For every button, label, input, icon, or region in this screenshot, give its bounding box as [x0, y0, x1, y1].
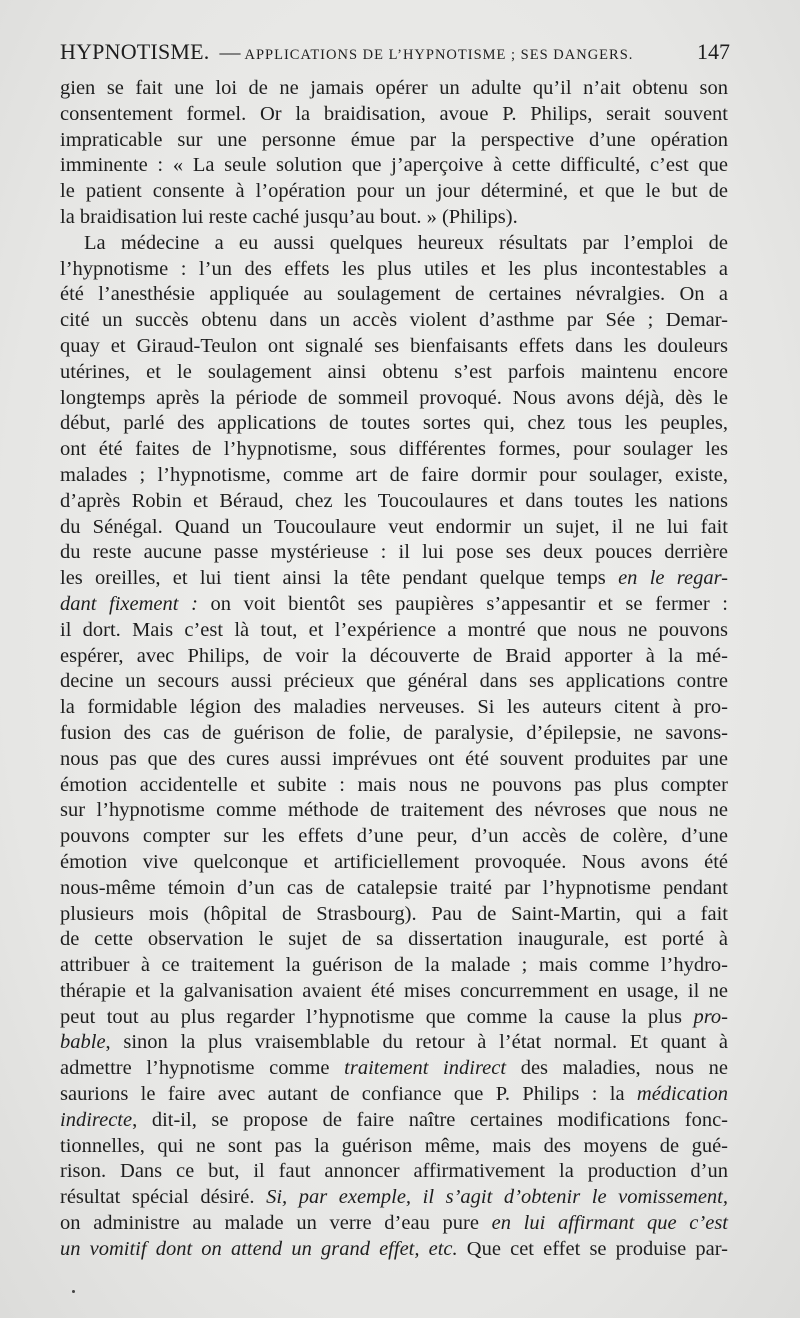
text-segment: du Sénégal. Quand un Toucoulaure veut endormir un sujet, il ne lui fait [60, 515, 728, 538]
text-line [60, 1185, 728, 1211]
text-line [60, 489, 728, 515]
italic-text: pro- [693, 1005, 728, 1028]
text-segment: on voit bientôt ses paupières s’appesantir et se fermer : [197, 592, 728, 615]
text-segment: utérines, et le soulagement ainsi obtenu s’est parfois maintenu encore [60, 360, 728, 383]
italic-text: médication [636, 1083, 728, 1106]
text-line [60, 798, 728, 824]
text-line [60, 618, 728, 644]
text-line [60, 179, 728, 205]
text-line [60, 1005, 728, 1031]
text-segment: saurions le faire avec autant de confiance que P. Philips : la [60, 1083, 637, 1106]
text-line [60, 773, 728, 799]
text-line [60, 721, 728, 747]
text-line [60, 1056, 728, 1082]
italic-text: Si, par exemple, il s’agit d’obtenir le vomissement, [266, 1186, 729, 1209]
body-text [60, 76, 728, 1263]
text-segment: émotion vive quelconque et artificiellement provoquée. Nous avons été [60, 850, 728, 873]
text-line [60, 1159, 728, 1185]
text-segment: les oreilles, et lui tient ainsi la tête pendant quelque temps [60, 567, 619, 590]
text-segment: du reste aucune passe mystérieuse : il lui pose ses deux pouces derrière [60, 541, 728, 564]
text-segment: fusion des cas de guérison de folie, de paralysie, d’épilepsie, ne savons- [60, 721, 728, 744]
italic-text: dant fixement : [60, 592, 198, 615]
text-line [60, 360, 728, 386]
text-segment: peut tout au plus regarder l’hypnotisme que comme la cause la plus [60, 1005, 694, 1028]
text-line [60, 592, 728, 618]
text-line [60, 282, 728, 308]
text-segment: de cette observation le sujet de sa dissertation inaugurale, est porté à [60, 928, 728, 951]
text-line [60, 231, 728, 257]
text-line [60, 102, 728, 128]
text-segment: des maladies, nous ne [506, 1057, 729, 1080]
text-segment: quay et Giraud-Teulon ont signalé ses bienfaisants effets dans les douleurs [60, 334, 728, 357]
text-line [60, 902, 728, 928]
text-segment: , sinon la plus vraisemblable du retour à l’état normal. Et quant à [105, 1031, 728, 1054]
text-segment: été l’anesthésie appliquée au soulagement de certaines névralgies. On a [60, 283, 728, 306]
text-segment: decine un secours aussi précieux que général dans ses applications contre [60, 670, 728, 693]
text-segment: gien se fait une loi de ne jamais opérer un adulte qu’il n’ait obtenu son [60, 77, 728, 99]
page-number: 147 [697, 39, 730, 64]
text-segment: consentement formel. Or la braidisation, avoue P. Philips, serait souvent [60, 102, 728, 125]
italic-text: en le regar- [618, 567, 728, 590]
text-segment: Que cet effet se produise par- [457, 1237, 728, 1260]
text-line [60, 850, 728, 876]
header-title: HYPNOTISME. [60, 39, 210, 64]
text-segment: rison. Dans ce but, il faut annoncer affirmativement la production d’un [60, 1160, 728, 1183]
text-line [60, 153, 728, 179]
text-line [60, 747, 728, 773]
text-line [60, 308, 728, 334]
header-subtitle: APPLICATIONS DE L’HYPNOTISME ; SES DANGERS. [244, 47, 634, 63]
text-segment: la formidable légion des maladies nerveuses. Si les auteurs citent à pro- [60, 696, 728, 719]
text-line [60, 257, 728, 283]
text-segment: la braidisation lui reste caché jusqu’au bout. » (Philips). [60, 205, 518, 228]
text-segment: thérapie et la galvanisation avaient été mises concurremment en usage, il ne [60, 979, 728, 1002]
text-line [60, 76, 728, 102]
italic-text: traitement indirect [344, 1057, 507, 1080]
text-line [60, 128, 728, 154]
text-segment: résultat spécial désiré. [60, 1186, 267, 1209]
text-segment: longtemps après la période de sommeil provoqué. Nous avons déjà, dès le [60, 386, 728, 409]
text-segment: , dit-il, se propose de faire naître certaines modifications fonc- [132, 1108, 728, 1131]
text-line [60, 386, 728, 412]
text-line [60, 463, 728, 489]
text-segment: on administre au malade un verre d’eau pure [60, 1212, 492, 1235]
text-line [60, 1134, 728, 1160]
text-line [60, 695, 728, 721]
text-segment: admettre l’hypnotisme comme [60, 1057, 345, 1080]
text-segment: l’hypnotisme : l’un des effets les plus utiles et les plus incontestables a [60, 257, 728, 280]
text-segment: espérer, avec Philips, de voir la découverte de Braid apporter à la mé- [60, 644, 728, 667]
ink-speck [72, 1290, 75, 1293]
text-segment: plusieurs mois (hôpital de Strasbourg). Pau de Saint-Martin, qui a fait [60, 902, 728, 925]
text-line [60, 669, 728, 695]
text-segment: sur l’hypnotisme comme méthode de traitement des névroses que nous ne [60, 799, 728, 822]
text-line [60, 1082, 728, 1108]
text-line [60, 566, 728, 592]
text-line [60, 1211, 728, 1237]
header-separator: — [219, 40, 241, 64]
text-segment: imminente : « La seule solution que j’aperçoive à cette difficulté, c’est que [60, 154, 728, 177]
text-line [60, 334, 728, 360]
text-segment: malades ; l’hypnotisme, comme art de faire dormir pour soulager, existe, [60, 463, 728, 486]
text-line [60, 876, 728, 902]
text-segment: pouvons compter sur les effets d’une peur, d’un accès de colère, d’une [60, 825, 728, 848]
text-line [60, 1108, 728, 1134]
text-segment: émotion accidentelle et subite : mais nous ne pouvons pas plus compter [60, 773, 728, 796]
text-segment: ont été faites de l’hypnotisme, sous différentes formes, pour soulager les [60, 438, 728, 461]
italic-text: bable [60, 1031, 106, 1054]
text-segment: cité un succès obtenu dans un accès violent d’asthme par Sée ; Demar- [60, 309, 728, 332]
text-segment: d’après Robin et Béraud, chez les Toucoulaures et dans toutes les nations [60, 489, 728, 512]
text-line [60, 644, 728, 670]
text-line [60, 927, 728, 953]
text-line [60, 540, 728, 566]
text-segment: impraticable sur une personne émue par la perspective d’une opération [60, 128, 728, 151]
italic-text: un vomitif dont on attend un grand effet, etc. [60, 1237, 458, 1260]
text-line [60, 1237, 728, 1263]
italic-text: indirecte [60, 1108, 133, 1131]
text-segment: début, parlé des applications de toutes sortes qui, chez tous les peuples, [60, 412, 728, 435]
text-segment: attribuer à ce traitement la guérison de la malade ; mais comme l’hydro- [60, 954, 728, 977]
text-segment: nous pas que des cures aussi imprévues ont été souvent produites par une [60, 747, 728, 770]
text-segment: La médecine a eu aussi quelques heureux résultats par l’emploi de [84, 231, 728, 254]
text-segment: tionnelles, qui ne sont pas la guérison même, mais des moyens de gué- [60, 1134, 728, 1157]
text-segment: nous-même témoin d’un cas de catalepsie traité par l’hypnotisme pendant [60, 876, 728, 899]
text-line [60, 437, 728, 463]
italic-text: en lui affirmant que c’est [491, 1212, 728, 1235]
text-line [60, 515, 728, 541]
running-header [60, 36, 730, 68]
text-segment: le patient consente à l’opération pour un jour déterminé, et que le but de [60, 180, 728, 203]
text-line [60, 953, 728, 979]
text-line [60, 1030, 728, 1056]
text-line [60, 979, 728, 1005]
text-line [60, 205, 728, 231]
text-line [60, 824, 728, 850]
text-line [60, 411, 728, 437]
text-segment: il dort. Mais c’est là tout, et l’expérience a montré que nous ne pouvons [60, 618, 728, 641]
